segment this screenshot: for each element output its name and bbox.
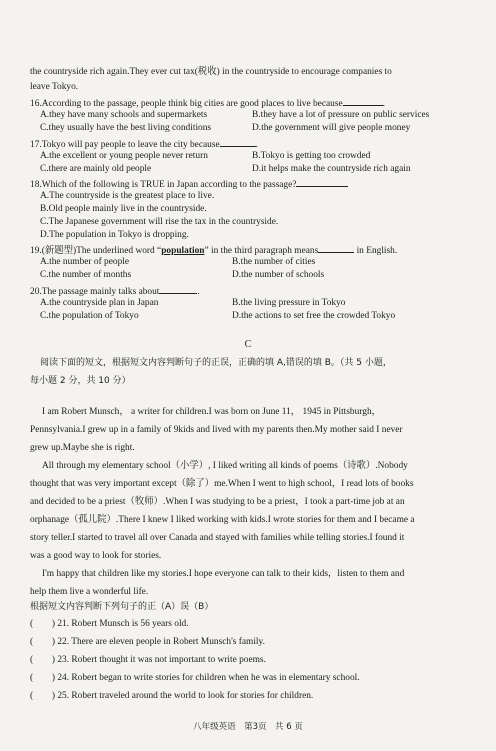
answer-paren[interactable]: ( ) [30, 619, 55, 629]
question-17-stem [30, 137, 258, 151]
q19-option-d: D.the number of schools [232, 270, 325, 280]
judge-item-23 [30, 654, 266, 666]
answer-paren[interactable]: ( ) [30, 637, 55, 647]
question-16-stem [30, 96, 385, 110]
item-text: 24. Robert began to write stories for children when he was in elementary school. [57, 673, 360, 683]
question-16-end: . [382, 99, 386, 109]
item-text: 22. There are eleven people in Robert Munsch's family. [57, 637, 265, 647]
q20-option-a: A.the countryside plan in Japan [40, 298, 159, 308]
q17-option-a: A.the excellent or young people never return [40, 151, 208, 161]
section-c-instruction-2: 每小题 2 分，共 10 分） [30, 376, 131, 386]
intro-line-2: leave Tokyo. [30, 82, 79, 92]
answer-blank [343, 96, 383, 106]
answer-paren[interactable]: ( ) [30, 673, 55, 683]
passage-line: orphanage（孤儿院）.There I knew I liked working with kids.I wrote stories for them and I became a [30, 515, 415, 525]
judge-item-21 [30, 618, 189, 630]
passage-line: help them live a wonderful life. [30, 587, 149, 597]
passage-line: All through my elementary school（小学）, I liked writing all kinds of poems（诗歌）.Nobody [42, 461, 408, 471]
question-18-text: 18.Which of the following is TRUE in Japan according to the passage? [30, 180, 297, 190]
passage-line: was a good way to look for stories. [30, 551, 162, 561]
q18-option-a: A.The countryside is the greatest place to live. [40, 191, 215, 201]
page-footer: 八年级英语 第3页 共 6 页 [193, 722, 303, 732]
underlined-word: population [161, 246, 205, 256]
passage-line: and decided to be a priest（牧师）.When I was studying to be a priest，I took a part-time job at an [30, 497, 405, 507]
q18-option-b: B.Old people mainly live in the countryside. [40, 204, 207, 214]
question-17-text: 17.Tokyo will pay people to leave the city because [30, 140, 220, 150]
q16-option-d: D.the government will give people money [252, 123, 411, 133]
question-20-text: 20.The passage mainly talks about [30, 287, 160, 297]
passage-line: I am Robert Munsch， a writer for children.I was born on June 11， 1945 in Pittsburgh， [42, 407, 382, 417]
question-17-end: . [255, 140, 258, 150]
answer-paren[interactable]: ( ) [30, 655, 55, 665]
q18-option-c: C.The Japanese government will rise the tax in the countryside. [40, 217, 279, 227]
judge-item-25 [30, 690, 313, 702]
question-19-post: ” in the third paragraph means [204, 246, 319, 256]
passage-line: Pennsylvania.I grew up in a family of 9kids and lived with my parents then.My mother said I never [30, 425, 403, 435]
judge-instruction: 根据短文内容判断下列句子的正（A）误（B） [30, 602, 214, 612]
q20-option-d: D.the actions to set free the crowded Tokyo [232, 311, 396, 321]
item-text: 21. Robert Munsch is 56 years old. [57, 619, 189, 629]
question-20-stem [30, 284, 200, 298]
q20-option-b: B.the living pressure in Tokyo [232, 298, 346, 308]
q20-option-c: C.the population of Tokyo [40, 311, 139, 321]
judge-item-24 [30, 672, 360, 684]
passage-line: story teller.I started to travel all over Canada and stayed with families while telling stories.I found it [30, 533, 405, 543]
question-16-text: 16.According to the passage, people think big cities are good places to live because [30, 99, 343, 109]
section-c-instruction-1: 阅读下面的短文，根据短文内容判断句子的正误，正确的填 A,错误的填 B。（共 5 小题， [40, 358, 392, 368]
q19-option-c: C.the number of months [40, 270, 132, 280]
question-18-stem [30, 177, 348, 191]
question-19-tail: in English. [354, 246, 398, 256]
passage-line: grew up.Maybe she is right. [30, 443, 135, 453]
q17-option-d: D.it helps make the countryside rich again [252, 164, 411, 174]
item-text: 23. Robert thought it was not important to write poems. [57, 655, 266, 665]
answer-blank [296, 177, 348, 187]
answer-blank [318, 243, 354, 253]
q16-option-a: A.they have many schools and supermarkets [40, 110, 208, 120]
passage-line: thought that was very important except（除了）me.When I went to high school，I read lots of books [30, 479, 414, 489]
q19-option-a: A.the number of people [40, 257, 130, 267]
answer-paren[interactable]: ( ) [30, 691, 55, 701]
q16-option-c: C.they usually have the best living conditions [40, 123, 212, 133]
q18-option-d: D.The population in Tokyo is dropping. [40, 230, 189, 240]
answer-blank [159, 284, 197, 294]
section-c-heading: C [244, 339, 252, 350]
passage-line: I'm happy that children like my stories.I hope everyone can talk to their kids，listen to them and [42, 569, 405, 579]
q16-option-b: B.they have a lot of pressure on public services [252, 110, 430, 120]
item-text: 25. Robert traveled around the world to look for stories for children. [57, 691, 314, 701]
q17-option-c: C.there are mainly old people [40, 164, 152, 174]
judge-item-22 [30, 636, 265, 648]
question-19-pre: 19.(新题型)The underlined word “ [30, 246, 162, 256]
question-20-end: . [197, 287, 200, 297]
q19-option-b: B.the number of cities [232, 257, 316, 267]
question-19-stem [30, 243, 397, 257]
q17-option-b: B.Tokyo is getting too crowded [252, 151, 371, 161]
intro-line-1: the countryside rich again.They ever cut tax(税收) in the countryside to encourage companies to [30, 67, 392, 77]
answer-blank [220, 137, 256, 147]
